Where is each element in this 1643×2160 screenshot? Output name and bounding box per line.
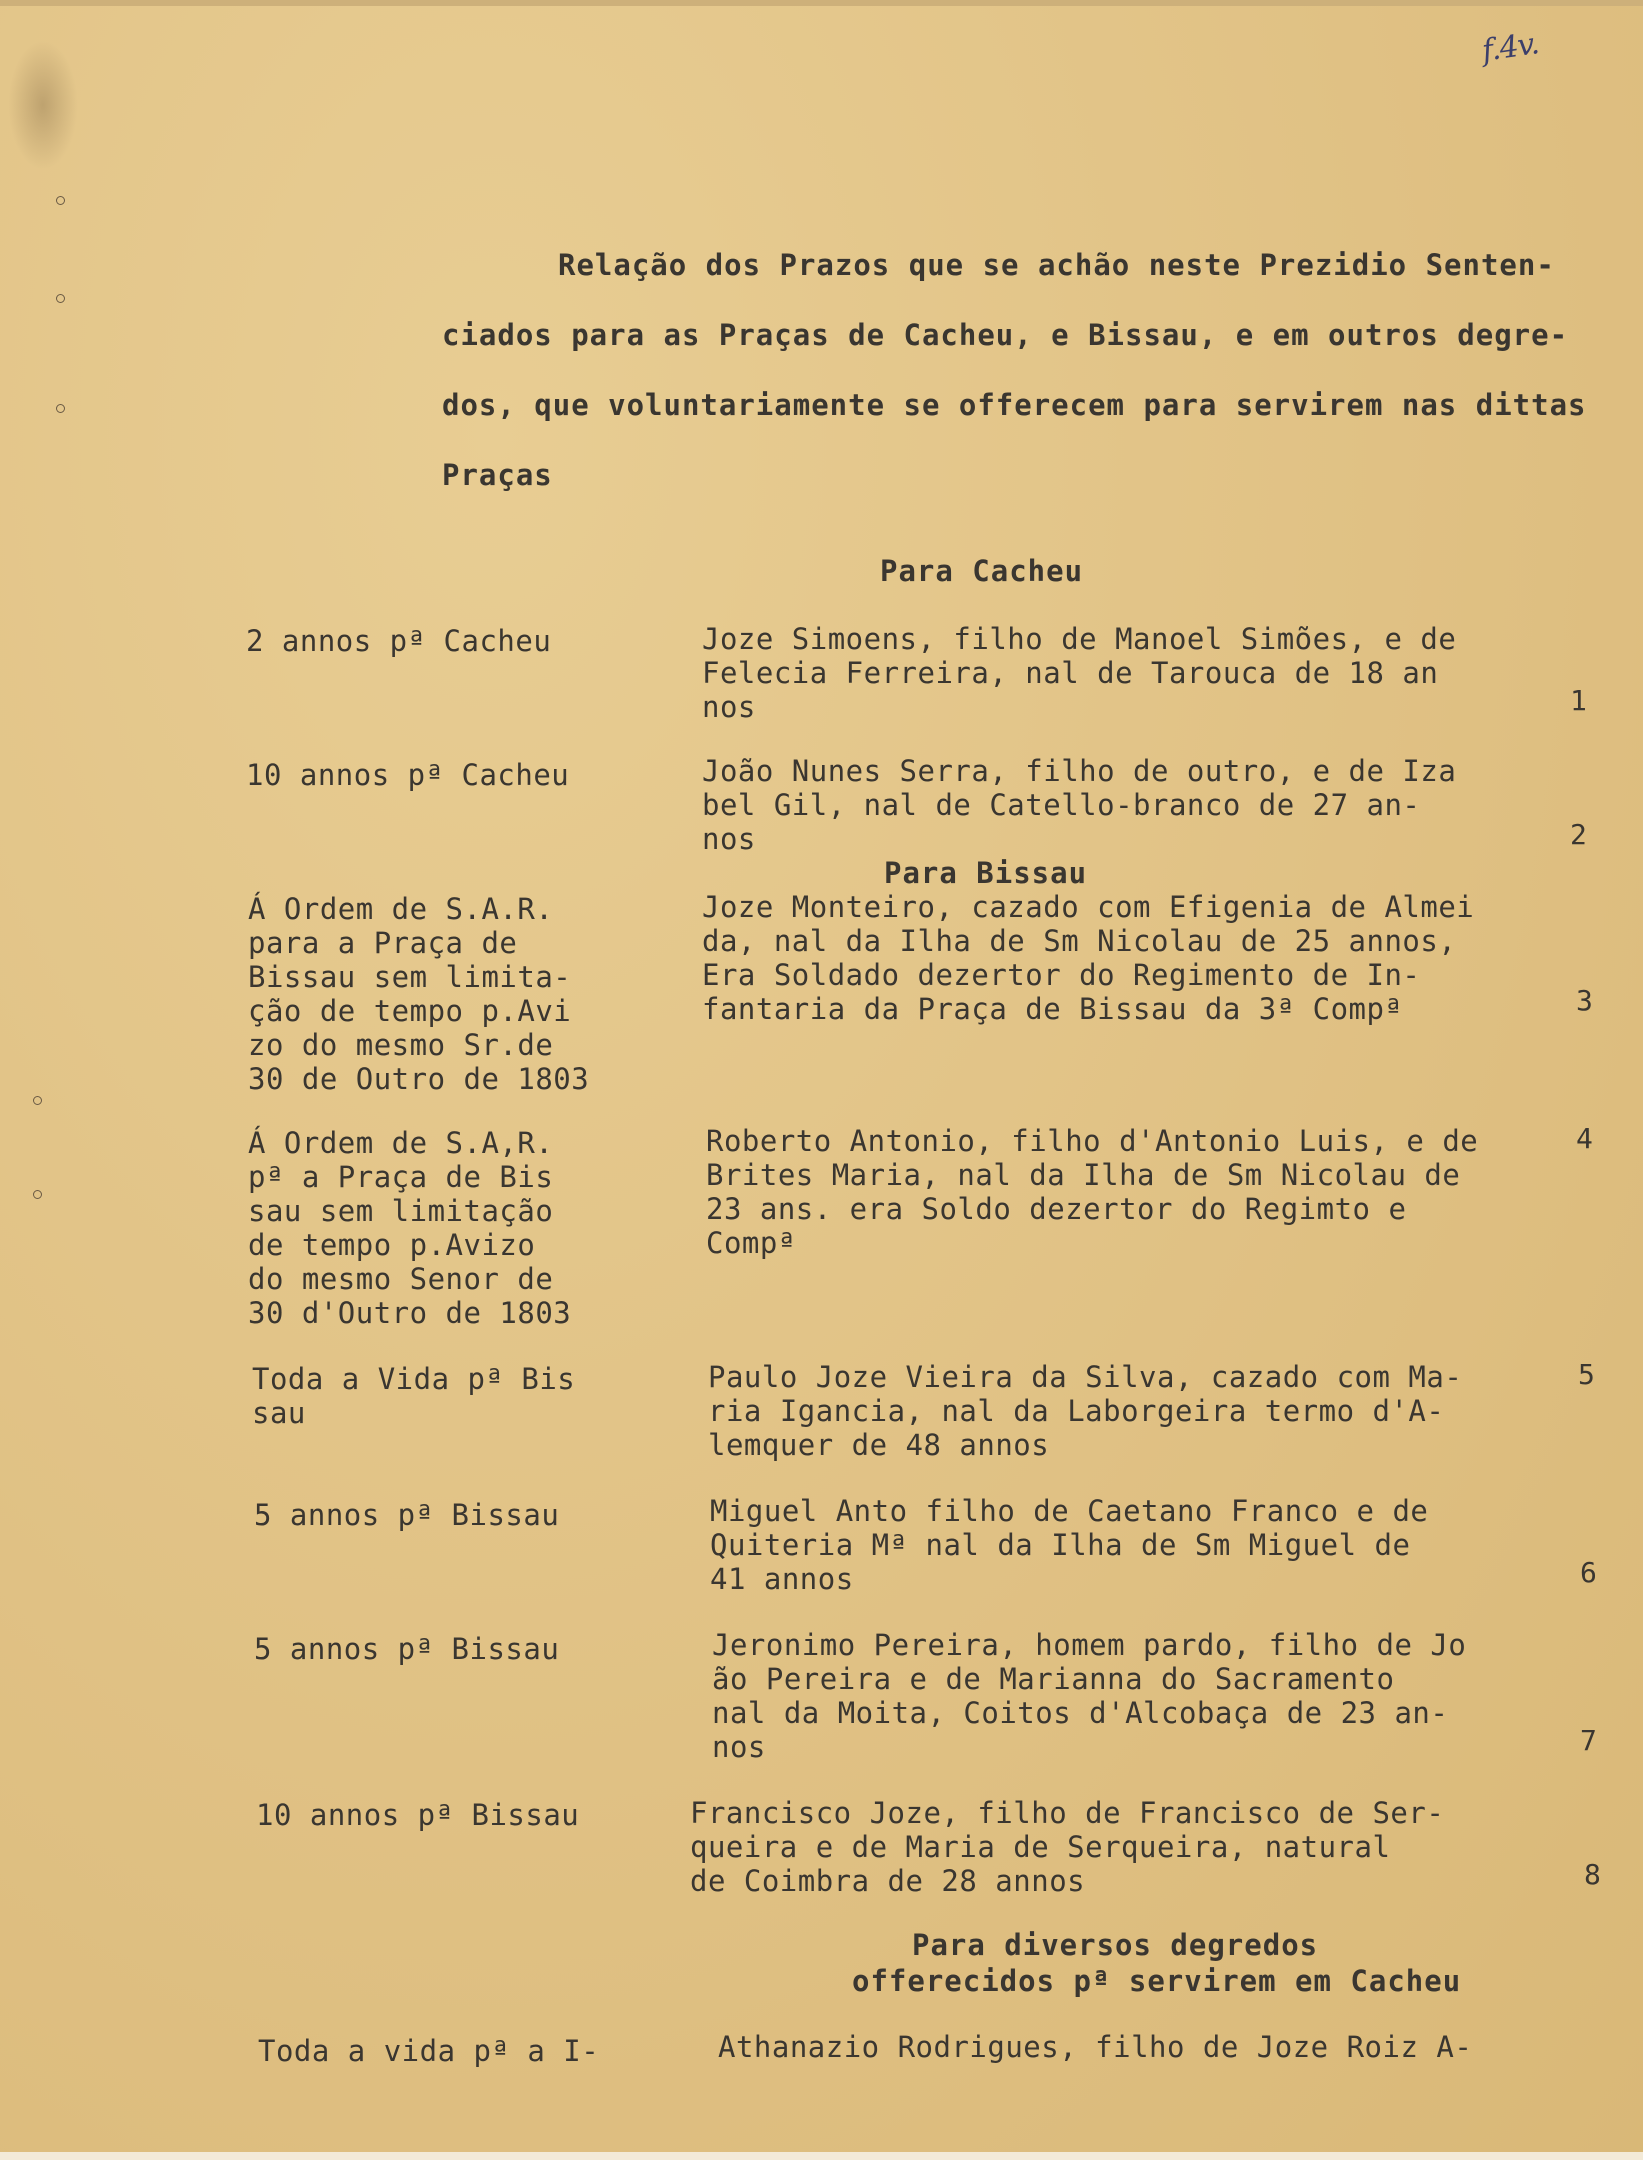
- sentence-term: Toda a vida pª a I-: [258, 2034, 600, 2068]
- binding-hole: [56, 404, 65, 413]
- entry-text: João Nunes Serra, filho de outro, e de Iza bel Gil, nal de Catello-branco de 27 an- nos: [702, 754, 1457, 856]
- title-line: Relação dos Prazos que se achão neste Prezidio Senten-: [558, 248, 1555, 282]
- entry-text: Joze Monteiro, cazado com Efigenia de Almei da, nal da Ilha de Sm Nicolau de 25 annos, Era Soldado dezertor do Regimento de In- fantaria da Praça de Bissau da 3ª Compª: [702, 890, 1475, 1026]
- paper-stain: [8, 40, 78, 170]
- sentence-term: Á Ordem de S.A,R. pª a Praça de Bis sau sem limitação de tempo p.Avizo do mesmo Senor de 30 d'Outro de 1803: [248, 1126, 572, 1330]
- binding-hole: [56, 294, 65, 303]
- title-line: Praças: [442, 458, 553, 492]
- entry-number: 6: [1580, 1556, 1597, 1589]
- entry-text: Roberto Antonio, filho d'Antonio Luis, e de Brites Maria, nal da Ilha de Sm Nicolau de 23 ans. era Soldo dezertor do Regimto e Compª: [706, 1124, 1479, 1260]
- sentence-term: 10 annos pª Cacheu: [246, 758, 570, 792]
- entry-text: Athanazio Rodrigues, filho de Joze Roiz A-: [718, 2030, 1473, 2064]
- binding-hole: [33, 1096, 42, 1105]
- sentence-term: 10 annos pª Bissau: [256, 1798, 580, 1832]
- binding-hole: [33, 1190, 42, 1199]
- entry-number: 5: [1578, 1358, 1595, 1391]
- sentence-term: 5 annos pª Bissau: [254, 1632, 560, 1666]
- title-line: ciados para as Praças de Cacheu, e Bissau, e em outros degre-: [442, 318, 1569, 352]
- entry-number: 8: [1584, 1858, 1601, 1891]
- signature-initials: f.4v.: [1479, 26, 1541, 69]
- entry-text: Paulo Joze Vieira da Silva, cazado com Ma- ria Igancia, nal da Laborgeira termo d'A- lemquer de 48 annos: [708, 1360, 1463, 1462]
- binding-hole: [56, 196, 65, 205]
- entry-number: 1: [1570, 684, 1587, 717]
- sentence-term: 5 annos pª Bissau: [254, 1498, 560, 1532]
- section-heading-diversos-sub: offerecidos pª servirem em Cacheu: [852, 1964, 1462, 1998]
- entry-text: Jeronimo Pereira, homem pardo, filho de Jo ão Pereira e de Marianna do Sacramento nal da Moita, Coitos d'Alcobaça de 23 an- nos: [712, 1628, 1467, 1764]
- entry-text: Miguel Anto filho de Caetano Franco e de Quiteria Mª nal da Ilha de Sm Miguel de 41 annos: [710, 1494, 1429, 1596]
- entry-number: 2: [1570, 818, 1587, 851]
- entry-text: Francisco Joze, filho de Francisco de Ser- queira e de Maria de Serqueira, natural de Coimbra de 28 annos: [690, 1796, 1445, 1898]
- sentence-term: 2 annos pª Cacheu: [246, 624, 552, 658]
- sentence-term: Á Ordem de S.A.R. para a Praça de Bissau sem limita- ção de tempo p.Avi zo do mesmo Sr.de 30 de Outro de 1803: [248, 892, 590, 1096]
- sentence-term: Toda a Vida pª Bis sau: [252, 1362, 576, 1430]
- entry-number: 3: [1576, 984, 1593, 1017]
- title-line: dos, que voluntariamente se offerecem para servirem nas dittas: [442, 388, 1587, 422]
- section-heading-bissau: Para Bissau: [884, 856, 1088, 890]
- section-heading-cacheu: Para Cacheu: [880, 554, 1084, 588]
- entry-text: Joze Simoens, filho de Manoel Simões, e de Felecia Ferreira, nal de Tarouca de 18 an nos: [702, 622, 1457, 724]
- page-edge-bottom: [0, 2152, 1643, 2160]
- section-heading-diversos: Para diversos degredos: [912, 1928, 1319, 1962]
- page-edge-top: [0, 0, 1643, 6]
- entry-number: 4: [1576, 1122, 1593, 1155]
- entry-number: 7: [1580, 1724, 1597, 1757]
